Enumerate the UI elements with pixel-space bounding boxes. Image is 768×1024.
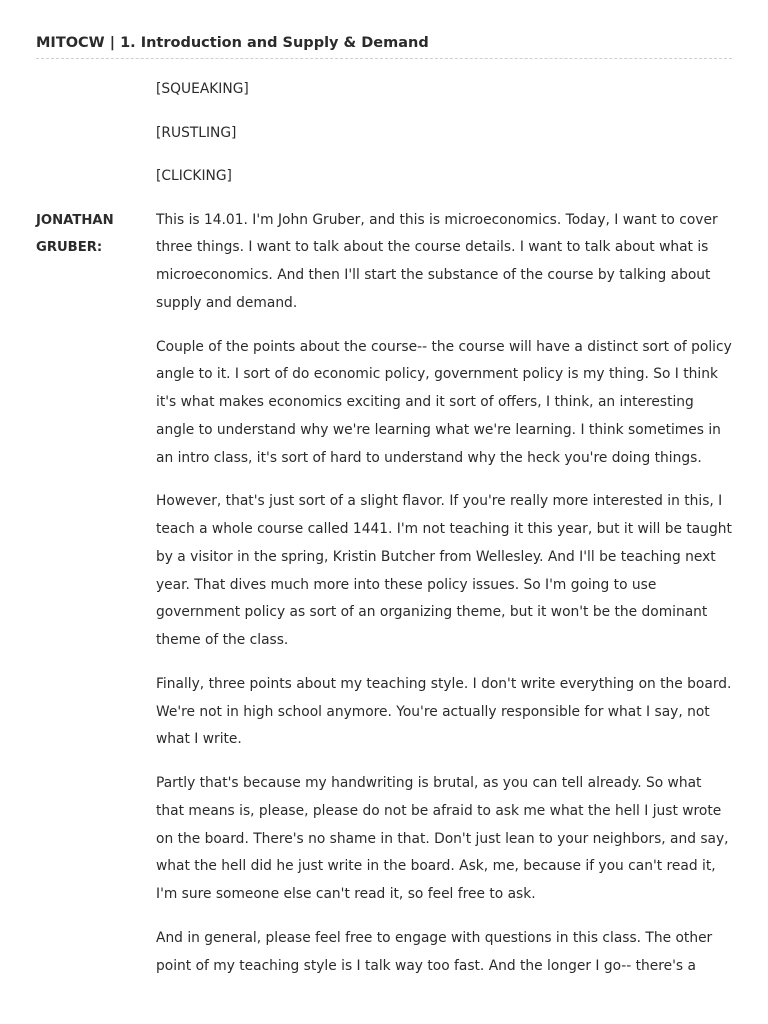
sound-cue: [RUSTLING] <box>156 124 237 141</box>
speaker-last-name: GRUBER: <box>36 240 103 256</box>
sound-cue: [SQUEAKING] <box>156 81 249 97</box>
cue-column <box>156 76 732 207</box>
document-title: MITOCW | 1. Introduction and Supply & Demand <box>36 35 429 51</box>
transcript-paragraph: And in general, please feel free to engage with questions in this class. The other point of my teaching style is I talk way too fast. And the longer I go-- there's a <box>156 929 713 974</box>
transcript-paragraph: This is 14.01. I'm John Gruber, and this is microeconomics. Today, I want to cover three things. I want to talk about the course details. I want to talk about what is microeconomics. And then I'll start the substance of the course by talking about supply and demand. <box>156 211 718 311</box>
speech-column <box>156 207 732 997</box>
transcript-paragraph: Couple of the points about the course-- the course will have a distinct sort of policy angle to it. I sort of do economic policy, government policy is my thing. So I think it's what makes economics exciting and it sort of offers, I think, an interesting angle to understand why we're learning what we're learning. I think sometimes in an intro class, it's sort of hard to understand why the heck you're doing things. <box>156 338 732 466</box>
transcript-paragraph: Partly that's because my handwriting is brutal, as you can tell already. So what that means is, please, please do not be afraid to ask me what the hell I just wrote on the board. There's no shame in that. Don't just lean to your neighbors, and say, what the hell did he just write in the board. Ask, me, because if you can't read it, I'm sure someone else can't read it, so feel free to ask. <box>156 775 729 903</box>
speaker-block <box>36 207 732 997</box>
speaker-label <box>36 207 156 262</box>
transcript-body <box>36 76 732 996</box>
cue-block <box>36 76 732 207</box>
speaker-first-name: JONATHAN <box>36 212 114 228</box>
transcript-paragraph: However, that's just sort of a slight flavor. If you're really more interested in this, I teach a whole course called 1441. I'm not teaching it this year, but it will be taught by a visitor in the spring, Kristin Butcher from Wellesley. And I'll be teaching next year. That dives much more into these policy issues. So I'm going to use government policy as sort of an organizing theme, but it won't be the dominant theme of the class. <box>156 493 732 649</box>
transcript-paragraph: Finally, three points about my teaching style. I don't write everything on the board. We're not in high school anymore. You're actually responsible for what I say, not what I write. <box>156 675 732 748</box>
sound-cue: [CLICKING] <box>156 168 232 185</box>
document-header <box>36 34 732 59</box>
